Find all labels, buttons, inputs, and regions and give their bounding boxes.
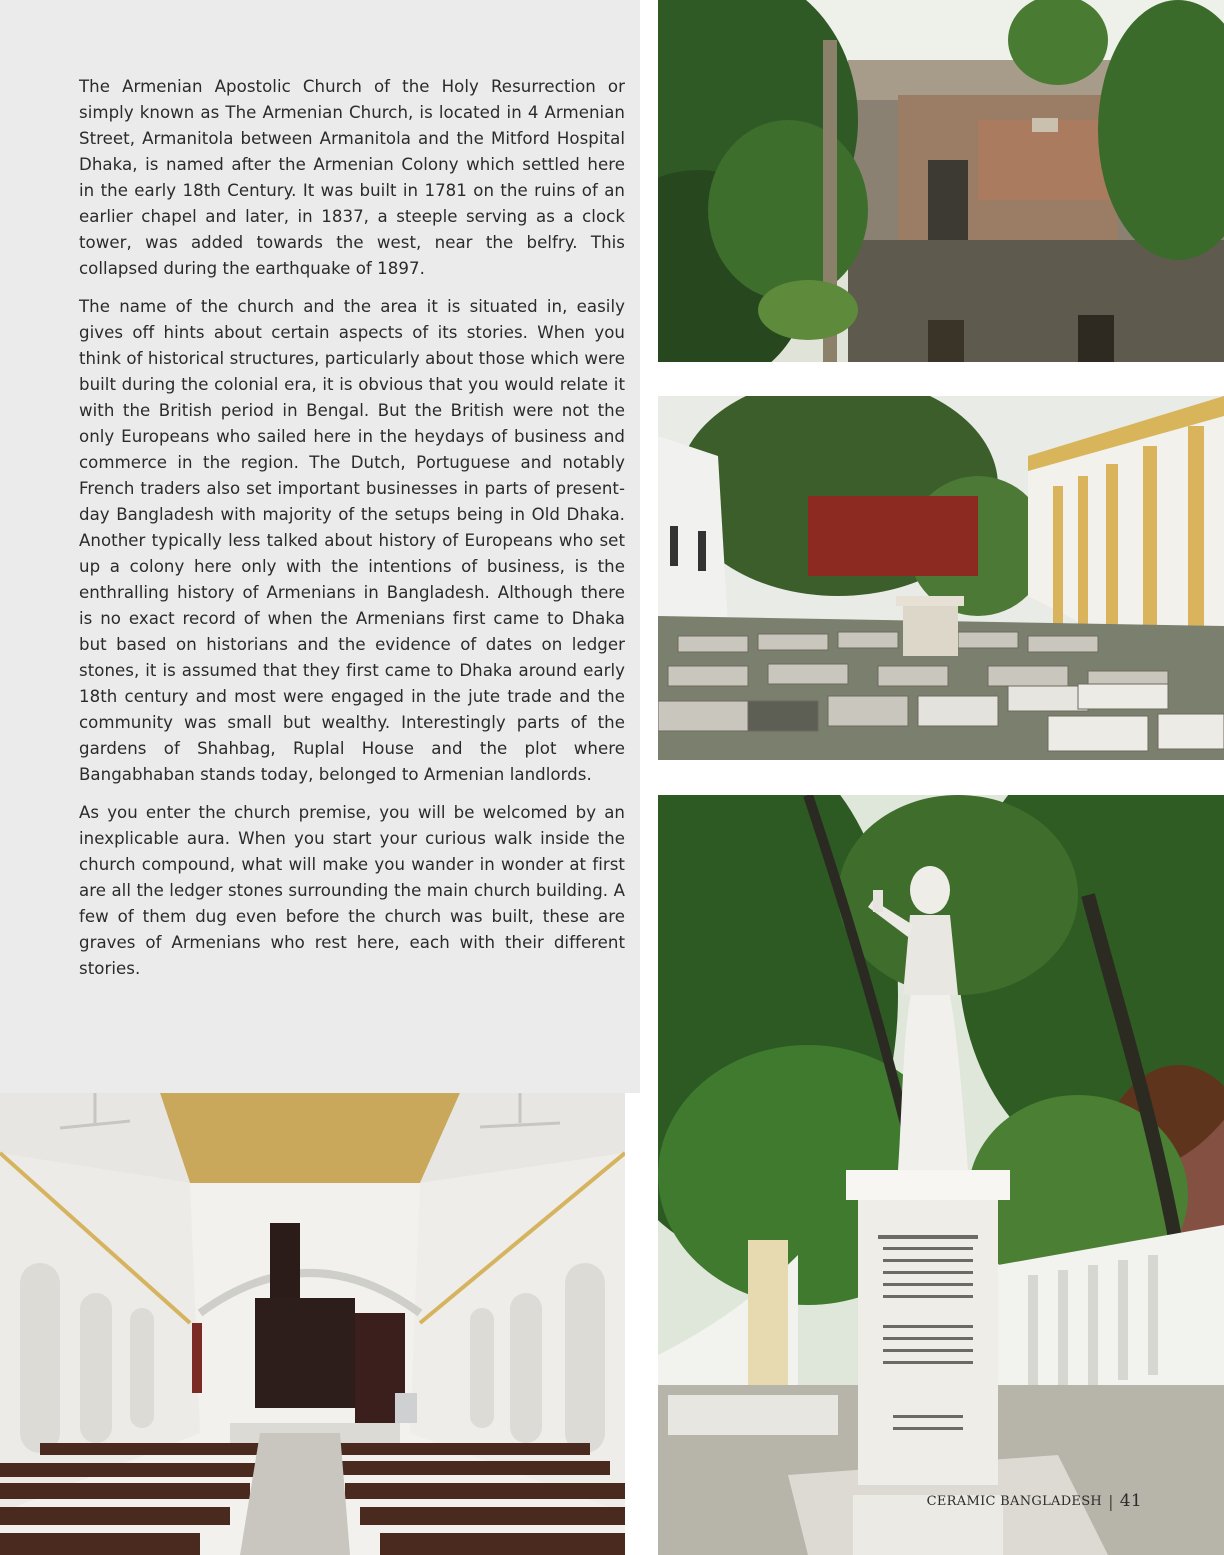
- article-body: [79, 74, 625, 994]
- article-paragraph-3: As you enter the church premise, you will be welcomed by an inexplicable aura. When you start your curious walk inside the church compound, what will make you wander in wonder at first are all the ledger stones surrounding the main church building. A few of them dug even before the church was built, these are graves of Armenians who rest here, each with their different stories.: [79, 803, 625, 978]
- photo-old-building: [658, 0, 1224, 362]
- photo-statue-memorial: [658, 795, 1224, 1555]
- article-paragraph-2: The name of the church and the area it is situated in, easily gives off hints about certain aspects of its stories. When you think of historical structures, particularly about those which were built during the colonial era, it is obvious that you would relate it with the British period in Bengal. But the British were not the only Europeans who sailed here in the heydays of business and commerce in the region. The Dutch, Portuguese and notably French traders also set important businesses in parts of present-day Bangladesh with majority of the setups being in Old Dhaka. Another typically less talked about history of Europeans who set up a colony here only with the intentions of business, is the enthralling history of Armenians in Bangladesh. Although there is no exact record of when the Armenians first came to Dhaka but based on historians and the evidence of dates on ledger stones, it is assumed that they first came to Dhaka around early 18th century and most were engaged in the jute trade and the community was small but wealthy. Interestingly parts of the gardens of Shahbag, Ruplal House and the plot where Bangabhaban stands today, belonged to Armenian landlords.: [79, 297, 625, 784]
- photo-church-interior: [0, 1093, 625, 1555]
- text-panel: [0, 0, 640, 1093]
- article-paragraph-1: The Armenian Apostolic Church of the Holy Resurrection or simply known as The Armenian Church, is located in 4 Armenian Street, Armanitola between Armanitola and the Mitford Hospital Dhaka, is named after the Armenian Colony which settled here in the early 18th Century. It was built in 1781 on the ruins of an earlier chapel and later, in 1837, a steeple serving as a clock tower, was added towards the west, near the belfry. This collapsed during the earthquake of 1897.: [79, 77, 625, 278]
- page-footer: [927, 1491, 1142, 1511]
- footer-separator: |: [1108, 1491, 1114, 1511]
- page-number: 41: [1119, 1491, 1142, 1511]
- magazine-name: CERAMIC BANGLADESH: [926, 1493, 1103, 1509]
- photo-graveyard-courtyard: [658, 396, 1224, 760]
